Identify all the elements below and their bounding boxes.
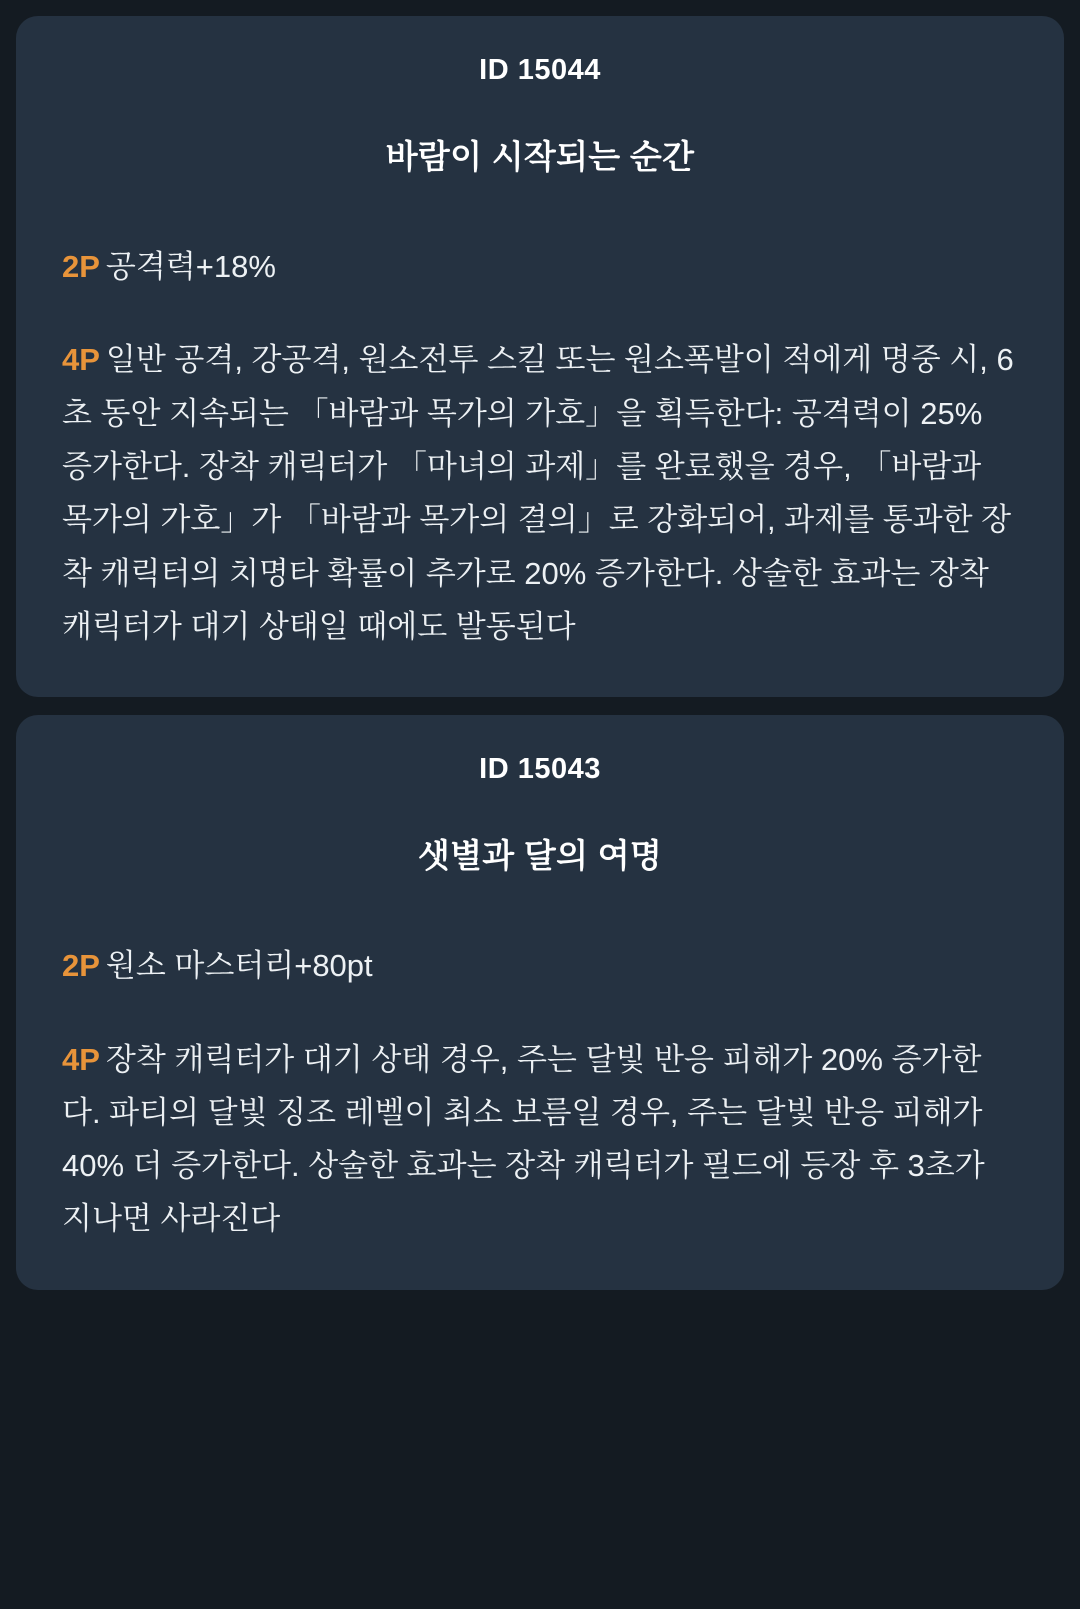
artifact-set-title: 샛별과 달의 여명 <box>417 837 663 875</box>
set-effect-text: 일반 공격, 강공격, 원소전투 스킬 또는 원소폭발이 적에게 명중 시, 6초 동안 지속되는 「바람과 목가의 가호」을 획득한다: 공격력이 25% 증가한다. 장착 캐릭터가 「마녀의 과제」를 완료했을 경우, 「바람과 목가의 가호」가 「바람과 목가의 결의」로 강화되어, 과제를 통과한 장착 캐릭터의 치명타 확률이 추가로 20% 증가한다. 상술한 효과는 장착 캐릭터가 대기 상태일 때에도 발동된다 <box>62 342 1014 644</box>
set-effect-text: 장착 캐릭터가 대기 상태 경우, 주는 달빛 반응 피해가 20% 증가한다. 파티의 달빛 징조 레벨이 최소 보름일 경우, 주는 달빛 반응 피해가 40% 더 증가한다. 상술한 효과는 장착 캐릭터가 필드에 등장 후 3초가 지나면 사라진다 <box>62 1041 985 1237</box>
artifact-set-id: ID 15043 <box>479 753 601 786</box>
set-effect <box>62 333 1018 653</box>
artifact-set-card <box>16 16 1064 697</box>
set-effect <box>62 939 1018 992</box>
set-effect <box>62 240 1018 293</box>
set-effect <box>62 1033 1018 1246</box>
set-effect-text: 원소 마스터리+80pt <box>105 948 373 984</box>
set-piece-count: 4P <box>62 342 100 378</box>
set-piece-count: 2P <box>62 948 100 984</box>
artifact-set-id: ID 15044 <box>479 54 601 86</box>
set-effect-text: 공격력+18% <box>105 249 276 284</box>
set-piece-count: 2P <box>62 249 100 284</box>
artifact-set-effects <box>62 939 1018 1246</box>
artifact-set-title: 바람이 시작되는 순간 <box>385 138 695 175</box>
artifact-set-effects <box>62 240 1018 653</box>
set-piece-count: 4P <box>62 1041 100 1077</box>
artifact-set-card <box>16 715 1064 1290</box>
